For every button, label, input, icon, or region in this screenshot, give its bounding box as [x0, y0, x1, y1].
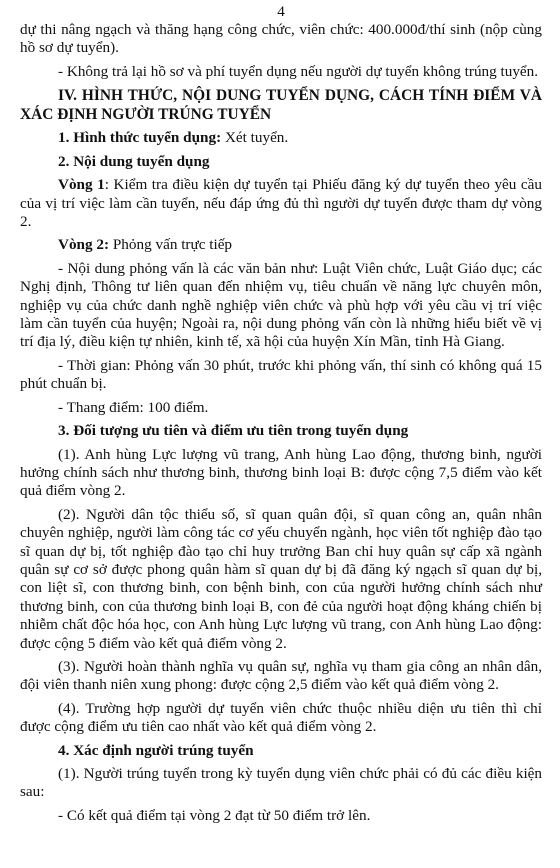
- round-1-text: : Kiểm tra điều kiện dự tuyển tại Phiếu đăng ký dự tuyển theo yêu cầu của vị trí việc làm cần tuyển, nếu đáp ứng đủ thì người dự tuyển được tham dự vòng 2.: [20, 176, 542, 231]
- heading-2: 2. Nội dung tuyển dụng: [58, 152, 210, 170]
- no-refund-paragraph: - Không trả lại hồ sơ và phí tuyển dụng nếu người dự tuyển không trúng tuyển.: [58, 62, 539, 80]
- priority-1-paragraph: (1). Anh hùng Lực lượng vũ trang, Anh hùng Lao động, thương binh, người hưởng chính sách như thương binh, thương binh loại B: được cộng 7,5 điểm vào kết quả điểm vòng 2.: [20, 445, 542, 500]
- heading-1-label: 1. Hình thức tuyển dụng:: [58, 129, 222, 147]
- round-2-text: Phỏng vấn trực tiếp: [109, 236, 233, 254]
- priority-3-paragraph: (3). Người hoàn thành nghĩa vụ quân sự, nghĩa vụ tham gia công an nhân dân, đội viên thanh niên xung phong: được cộng 2,5 điểm vào kết quả điểm vòng 2.: [20, 657, 542, 694]
- section-iv-heading: IV. HÌNH THỨC, NỘI DUNG TUYỂN DỤNG, CÁCH TÍNH ĐIỂM VÀ XÁC ĐỊNH NGƯỜI TRÚNG TUYỂN: [20, 87, 542, 123]
- winner-condition-paragraph: (1). Người trúng tuyển trong kỳ tuyển dụng viên chức phải có đủ các điều kiện sau:: [20, 765, 542, 801]
- interview-content-paragraph: - Nội dung phỏng vấn là các văn bản như: Luật Viên chức, Luật Giáo dục; các Nghị định, Thông tư liên quan đến nhiệm vụ, tiêu chuẩn về năng lực chuyên môn, nghiệp vụ của chức danh nghề nghiệp viên chức và phù hợp với yêu cầu vị trí việc làm cần tuyển của huyện; Ngoài ra, nội dung phỏng vấn còn là những hiểu biết về vị trí địa lý, điều kiện tự nhiên, kinh tế, xã hội của huyện Xín Mần, tỉnh Hà Giang.: [20, 259, 542, 351]
- heading-3: 3. Đối tượng ưu tiên và điểm ưu tiên trong tuyển dụng: [58, 422, 409, 440]
- interview-score-paragraph: - Thang điểm: 100 điểm.: [58, 398, 209, 416]
- winner-score-paragraph: - Có kết quả điểm tại vòng 2 đạt từ 50 điểm trở lên.: [58, 806, 371, 824]
- priority-2-paragraph: (2). Người dân tộc thiểu số, sĩ quan quân đội, sĩ quan công an, quân nhân chuyên nghiệp, người làm công tác cơ yếu chuyển ngành, học viên tốt nghiệp đào tạo sĩ quan dự bị, tốt nghiệp đào tạo chỉ huy trưởng Ban chỉ huy quân sự cấp xã ngành quân sự cơ sở được phong quân hàm sĩ quan dự bị đã đăng ký ngạch sĩ quan dự bị, con liệt sĩ, con thương binh, con bệnh binh, con của người hưởng chính sách như thương binh, con của thương binh loại B, con đẻ của người hoạt động kháng chiến bị nhiễm chất độc hóa học, con Anh hùng Lực lượng vũ trang, con Anh hùng Lao động: được cộng 5 điểm vào kết quả điểm vòng 2.: [20, 505, 542, 652]
- heading-1: [20, 129, 542, 147]
- heading-1-value: Xét tuyển.: [221, 129, 289, 147]
- round-2-label: Vòng 2:: [58, 236, 110, 254]
- round-2-paragraph: [20, 236, 542, 254]
- round-1-label: Vòng 1: [58, 176, 105, 194]
- interview-time-paragraph: - Thời gian: Phỏng vấn 30 phút, trước khi phỏng vấn, thí sinh có không quá 15 phút chuẩn bị.: [20, 356, 542, 393]
- fee-paragraph-end: dự thi nâng ngạch và thăng hạng công chức, viên chức: 400.000đ/thí sinh (nộp cùng hồ sơ dự tuyển).: [20, 21, 542, 57]
- round-1-paragraph: [20, 176, 542, 231]
- heading-4: 4. Xác định người trúng tuyển: [58, 741, 254, 759]
- priority-4-paragraph: (4). Trường hợp người dự tuyển viên chức thuộc nhiều diện ưu tiên thì chỉ được cộng điểm ưu tiên cao nhất vào kết quả điểm vòng 2.: [20, 699, 542, 736]
- page-number: 4: [277, 3, 285, 20]
